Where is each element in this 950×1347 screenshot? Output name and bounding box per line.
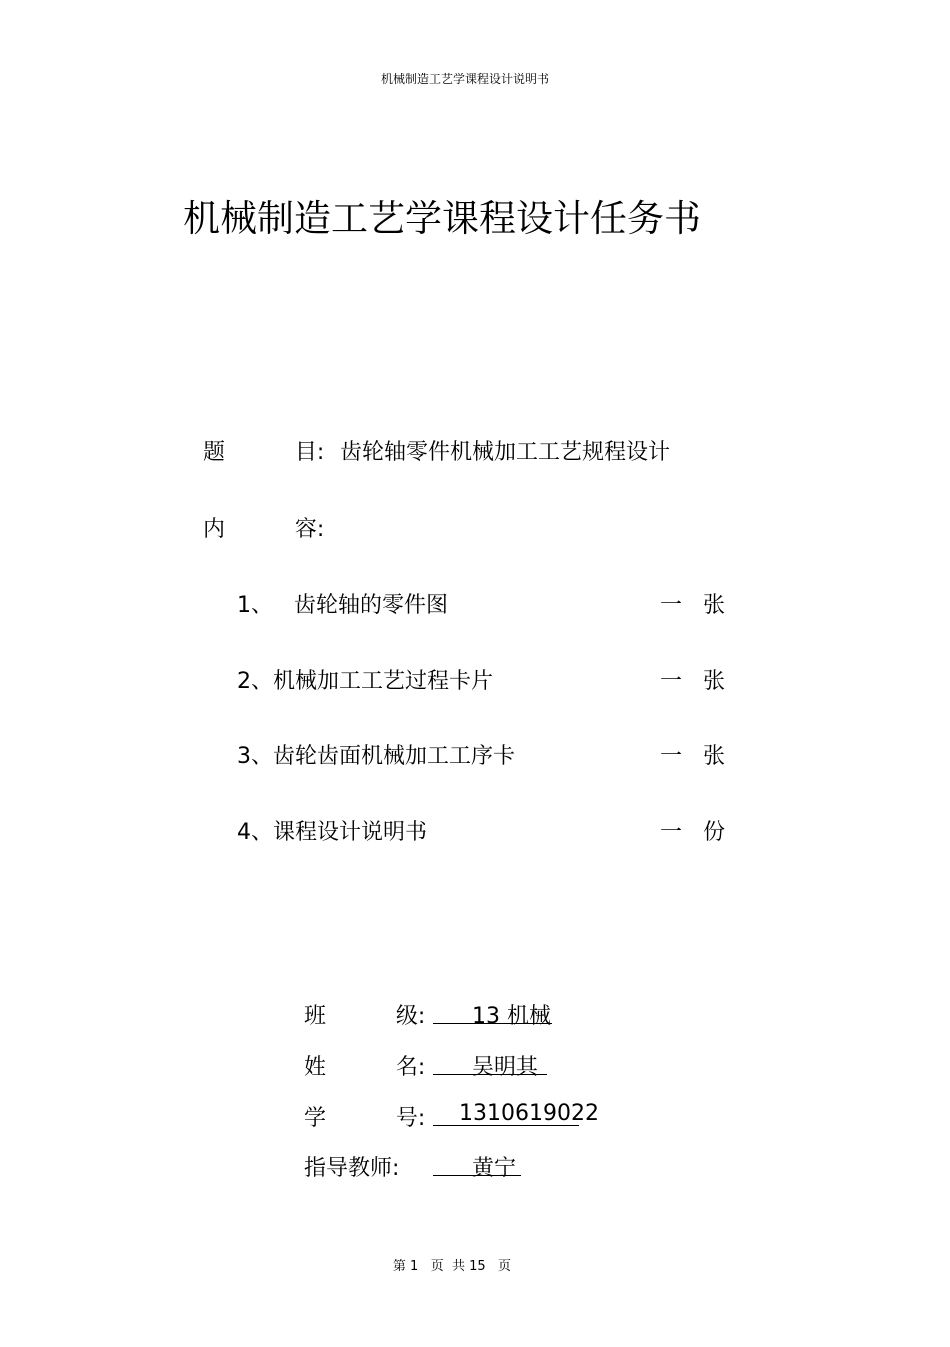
advisor-value: 黄宁	[472, 1156, 517, 1181]
class-label: 班 级:	[304, 1004, 426, 1029]
topic-value: 齿轮轴零件机械加工工艺规程设计	[340, 440, 671, 465]
name-value: 吴明其	[472, 1055, 539, 1080]
list-item-quantity: 一 份	[660, 820, 725, 845]
running-header: 机械制造工艺学课程设计说明书	[380, 72, 549, 86]
content-label: 内 容:	[203, 517, 325, 542]
student-id-label: 学 号:	[304, 1106, 426, 1131]
name-label: 姓 名:	[304, 1055, 426, 1080]
list-item-text: 2、机械加工工艺过程卡片	[237, 669, 493, 694]
list-item-text: 1、 齿轮轴的零件图	[237, 593, 448, 618]
list-item-text: 3、齿轮齿面机械加工工序卡	[237, 744, 515, 769]
advisor-label: 指导教师:	[304, 1156, 400, 1181]
class-value: 13 机械	[472, 1004, 551, 1029]
student-id-value: 1310619022	[459, 1101, 599, 1126]
list-item-text: 4、课程设计说明书	[237, 820, 427, 845]
list-item-quantity: 一 张	[660, 593, 725, 618]
topic-label: 题 目:	[203, 440, 325, 465]
list-item-quantity: 一 张	[660, 669, 725, 694]
page-title: 机械制造工艺学课程设计任务书	[183, 197, 701, 240]
list-item-quantity: 一 张	[660, 744, 725, 769]
page-number-footer: 第 1 页 共 15 页	[392, 1259, 512, 1274]
